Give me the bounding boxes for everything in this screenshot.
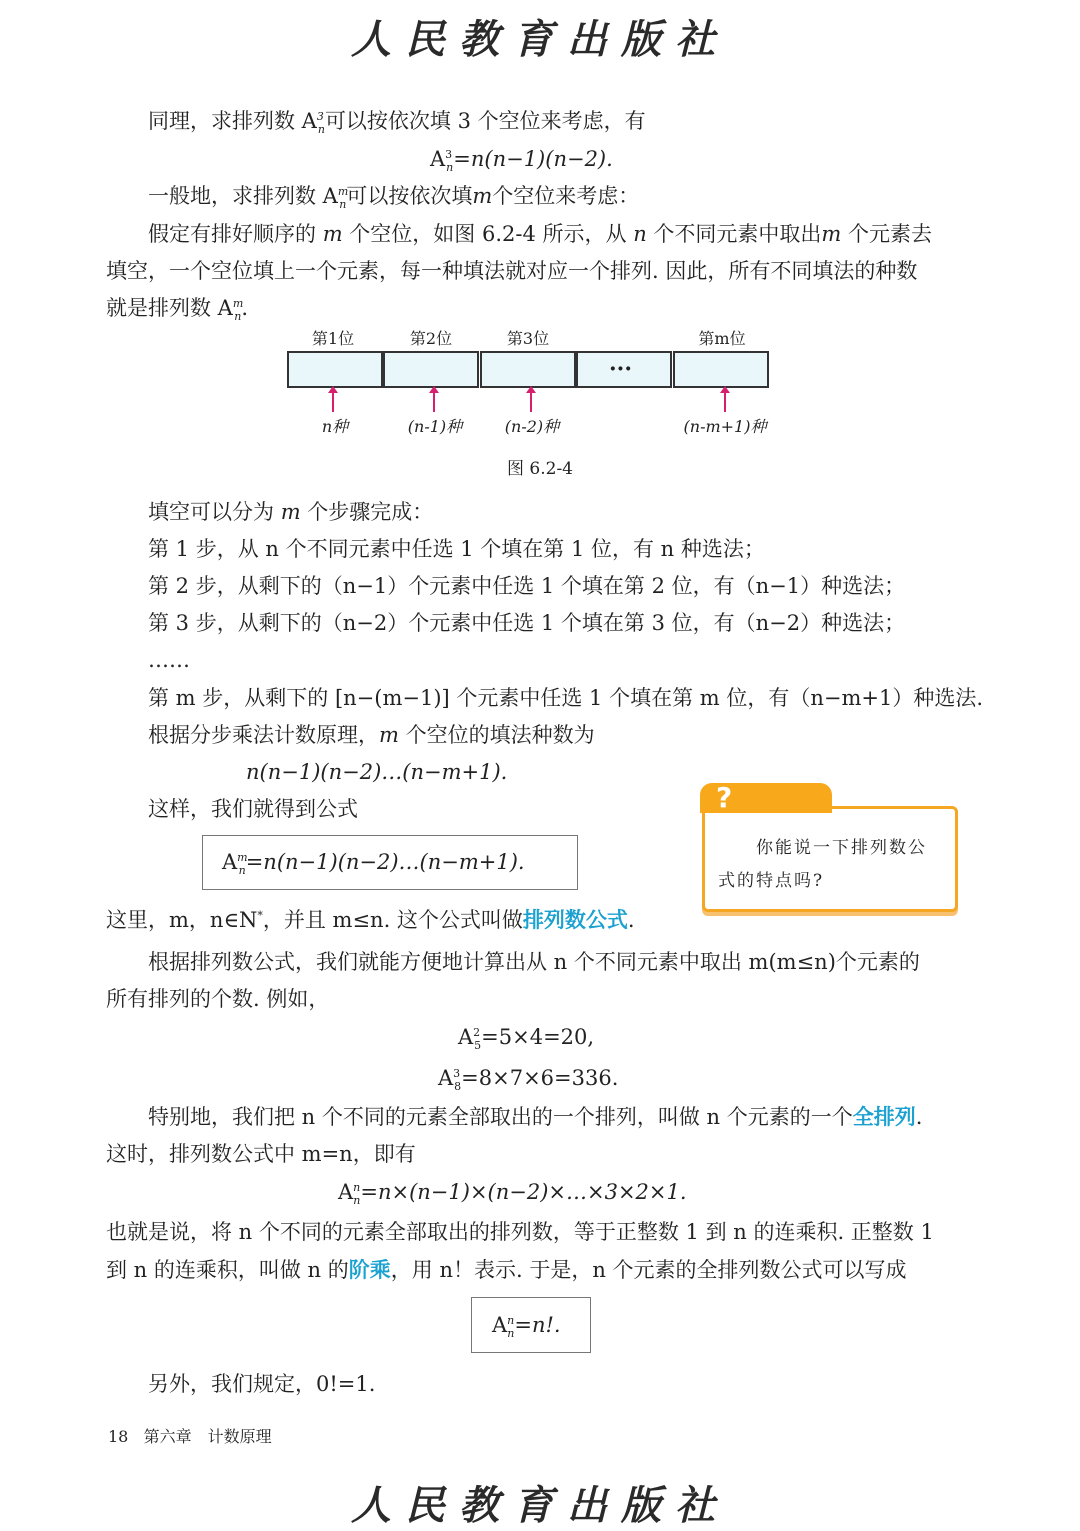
- paragraph-line: 这里，m，n∈N*，并且 m≤n. 这个公式叫做排列数公式.: [106, 907, 635, 932]
- step-line: 第 2 步，从剩下的（n−1）个元素中任选 1 个填在第 2 位，有（n−1）种选法；: [148, 574, 906, 598]
- term-full-permutation: 全排列: [852, 1104, 916, 1129]
- slot-choice: (n-2)种: [504, 417, 560, 436]
- slot-box: [673, 351, 769, 388]
- publisher-watermark-top: 人民教育出版社: [351, 16, 729, 63]
- paragraph-line: 假定有排好顺序的 m 个空位，如图 6.2-4 所示，从 n 个不同元素中取出m 个元素去: [148, 222, 933, 246]
- page-footer: [108, 1424, 272, 1447]
- equation-a-n-3: $A^3_n=n(n-1)(n-2)$.: [430, 147, 613, 175]
- paragraph-line: 到 n 的连乘积，叫做 n 的阶乘，用 n！表示. 于是，n 个元素的全排列数公式可以写成: [106, 1257, 907, 1282]
- figure-caption: 图 6.2-4: [507, 459, 573, 479]
- question-mark-icon: ?: [716, 781, 733, 814]
- paragraph-line: 填空可以分为 m 个步骤完成：: [148, 500, 434, 524]
- page-number: 18: [108, 1427, 129, 1446]
- paragraph-line: 这时，排列数公式中 m=n，即有: [106, 1142, 416, 1166]
- product-equation: n(n−1)(n−2)…(n−m+1).: [246, 760, 508, 784]
- slot-box: [383, 351, 479, 388]
- question-text: 你能说一下排列数公: [756, 838, 927, 858]
- slot-label: 第1位: [311, 329, 355, 348]
- paragraph-line: 根据排列数公式，我们就能方便地计算出从 n 个不同元素中取出 m(m≤n)个元素的: [148, 950, 920, 974]
- chapter-title: 第六章 计数原理: [143, 1427, 272, 1446]
- paragraph-line: 同理，求排列数 $A^3_n$可以按依次填 3 个空位来考虑，有: [148, 109, 646, 137]
- paragraph-line: 就是排列数 $A^m_n$.: [106, 296, 249, 324]
- step-line: 第 m 步，从剩下的 [n−(m−1)] 个元素中任选 1 个填在第 m 位，有（n−m+1）种选法.: [148, 686, 984, 710]
- slot-label: 第m位: [698, 329, 746, 348]
- slot-choice: (n-m+1)种: [683, 417, 767, 436]
- example-equation: $A^2_5=5\times 4=20$,: [458, 1025, 595, 1053]
- ellipsis-line: ……: [148, 648, 190, 672]
- example-equation: $A^3_8=8\times 7\times 6=336$.: [438, 1066, 619, 1094]
- term-permutation-formula: 排列数公式: [522, 907, 628, 932]
- permutation-formula: $A^m_n=n(n-1)(n-2)\dots(n-m+1)$.: [222, 850, 525, 878]
- slot-label: 第2位: [409, 329, 453, 348]
- question-text: 式的特点吗?: [718, 871, 825, 891]
- up-arrow-icon: [724, 392, 726, 412]
- paragraph-line: 另外，我们规定，0!=1.: [148, 1372, 376, 1396]
- publisher-watermark-bottom: 人民教育出版社: [351, 1482, 729, 1529]
- paragraph-line: 也就是说，将 n 个不同的元素全部取出的排列数，等于正整数 1 到 n 的连乘积. 正整数 1: [106, 1220, 934, 1244]
- up-arrow-icon: [433, 392, 435, 412]
- term-factorial: 阶乘: [348, 1257, 391, 1282]
- paragraph-line: 特别地，我们把 n 个不同的元素全部取出的一个排列，叫做 n 个元素的一个全排列.: [148, 1104, 923, 1129]
- paragraph-line: 一般地，求排列数 $A^m_n$可以按依次填m个空位来考虑：: [148, 184, 640, 212]
- up-arrow-icon: [332, 392, 334, 412]
- slot-diagram: [287, 326, 777, 446]
- paragraph-line: 填空，一个空位填上一个元素，每一种填法就对应一个排列. 因此，所有不同填法的种数: [106, 259, 918, 283]
- paragraph-line: 根据分步乘法计数原理，m 个空位的填法种数为: [148, 723, 595, 747]
- up-arrow-icon: [530, 392, 532, 412]
- factorial-formula: $A^n_n=n$!.: [492, 1313, 561, 1341]
- full-permutation-equation: $A^n_n=n\times(n-1)\times(n-2)\times\dots\times 3\times 2\times 1$.: [338, 1180, 687, 1208]
- slot-label: 第3位: [506, 329, 550, 348]
- ellipsis-dots: ···: [609, 356, 632, 382]
- slot-choice: (n-1)种: [407, 417, 463, 436]
- slot-choice: n种: [321, 417, 349, 436]
- step-line: 第 1 步，从 n 个不同元素中任选 1 个填在第 1 位，有 n 种选法；: [148, 537, 765, 561]
- paragraph-line: 这样，我们就得到公式: [148, 797, 358, 821]
- step-line: 第 3 步，从剩下的（n−2）个元素中任选 1 个填在第 3 位，有（n−2）种选法；: [148, 611, 906, 635]
- question-callout: [702, 806, 958, 912]
- slot-box: [480, 351, 576, 388]
- paragraph-line: 所有排列的个数. 例如，: [106, 987, 330, 1011]
- slot-box: [287, 351, 383, 388]
